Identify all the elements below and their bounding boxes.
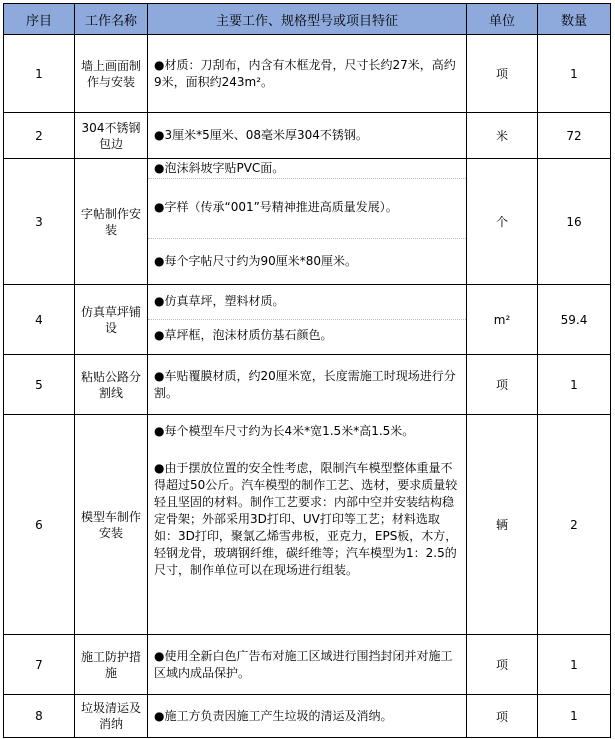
header-name: 工作名称: [75, 4, 148, 35]
row-qty: 16: [538, 159, 611, 285]
desc-item: ●每个字帖尺寸约为90厘米*80厘米。: [154, 254, 358, 268]
row-unit: 项: [467, 35, 538, 113]
row-qty: 1: [538, 355, 611, 415]
table-row: [4, 113, 611, 159]
row-name: 模型车制作安装: [75, 415, 148, 635]
row-qty: 72: [538, 113, 611, 159]
row-seq: 6: [4, 415, 75, 635]
header-row: [4, 4, 611, 35]
row-name: 垃圾清运及消纳: [75, 695, 148, 738]
table-row: [4, 159, 611, 285]
row-name: 墙上画面制作与安装: [75, 35, 148, 113]
desc-item: ●车贴覆膜材质，约20厘米宽，长度需施工时现场进行分割。: [154, 368, 456, 400]
row-unit: 项: [467, 695, 538, 738]
desc-item: ●草坪框，泡沫材质仿基石颜色。: [154, 328, 333, 342]
row-unit: m²: [467, 285, 538, 355]
desc-item: ●由于摆放位置的安全性考虑，限制汽车模型整体重量不得超过50公斤。汽车模型的制作工艺、选材，要求质量较轻且坚固的材料。制作工艺要求：内部中空并安装结构稳定骨架；外部采用3D打印、UV打印等工艺；材料选取如：3D打印，聚氯乙烯雪弗板，亚克力，EPS板，木方，轻钢龙骨，玻璃钢纤维，碳纤维等；汽车模型为1：2.5的尺寸，制作单位可以在现场进行组装。: [154, 461, 458, 577]
row-qty: 1: [538, 695, 611, 738]
row-unit: 项: [467, 635, 538, 695]
desc-item: ●材质：刀刮布，内含有木框龙骨，尺寸长约27米，高约9米，面积约243m²。: [154, 57, 456, 89]
row-unit: 辆: [467, 415, 538, 635]
row-unit: 项: [467, 355, 538, 415]
desc-item: ●3厘米*5厘米、08毫米厚304不锈钢。: [154, 128, 368, 142]
row-seq: 5: [4, 355, 75, 415]
row-desc: [148, 695, 467, 738]
row-desc: [148, 355, 467, 415]
row-qty: 2: [538, 415, 611, 635]
desc-item: ●泡沫斜坡字贴PVC面。: [148, 159, 466, 179]
row-name: 字帖制作安装: [75, 159, 148, 285]
table-row: [4, 635, 611, 695]
row-seq: 2: [4, 113, 75, 159]
row-qty: 59.4: [538, 285, 611, 355]
table-row: [4, 695, 611, 738]
row-qty: 1: [538, 35, 611, 113]
row-name: 仿真草坪铺设: [75, 285, 148, 355]
quote-table: [3, 3, 611, 738]
row-desc: [148, 285, 467, 355]
desc-item: ●每个模型车尺寸约为长4米*宽1.5米*高1.5米。: [154, 424, 415, 438]
row-desc: [148, 159, 467, 285]
row-name: 粘贴公路分割线: [75, 355, 148, 415]
header-desc: 主要工作、规格型号或项目特征: [148, 4, 467, 35]
row-name: 施工防护措施: [75, 635, 148, 695]
row-seq: 1: [4, 35, 75, 113]
header-qty: 数量: [538, 4, 611, 35]
row-seq: 8: [4, 695, 75, 738]
row-qty: 1: [538, 635, 611, 695]
row-unit: 个: [467, 159, 538, 285]
desc-item: ●仿真草坪，塑料材质。: [148, 285, 466, 320]
header-seq: 序目: [4, 4, 75, 35]
row-desc: [148, 113, 467, 159]
table-row: [4, 415, 611, 635]
row-name: 304不锈钢包边: [75, 113, 148, 159]
row-desc: [148, 35, 467, 113]
header-unit: 单位: [467, 4, 538, 35]
row-seq: 3: [4, 159, 75, 285]
table-row: [4, 285, 611, 355]
row-unit: 米: [467, 113, 538, 159]
table-row: [4, 355, 611, 415]
desc-item: ●使用全新白色广告布对施工区域进行围挡封闭并对施工区域内成品保护。: [154, 648, 453, 680]
row-desc: [148, 415, 467, 635]
row-seq: 7: [4, 635, 75, 695]
desc-item: ●施工方负责因施工产生垃圾的清运及消纳。: [154, 708, 393, 723]
row-seq: 4: [4, 285, 75, 355]
row-desc: [148, 635, 467, 695]
desc-item: ●字样（传承“001”号精神推进高质量发展）。: [148, 179, 466, 239]
table-row: [4, 35, 611, 113]
